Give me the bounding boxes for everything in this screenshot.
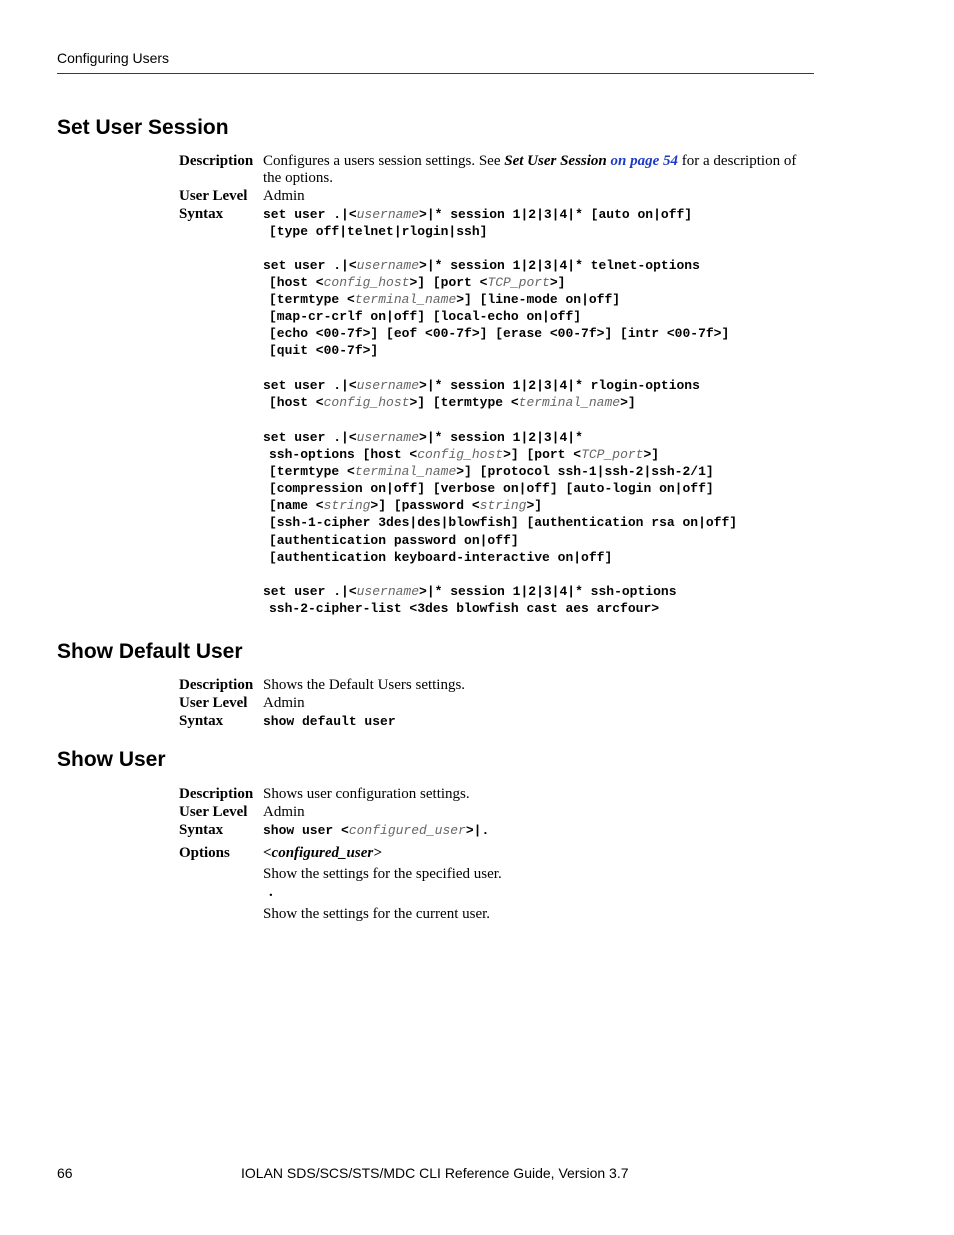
option-name: . [269, 884, 273, 900]
description-label: Description [179, 786, 254, 802]
user-level-value: Admin [263, 695, 305, 711]
page-number: 66 [57, 1165, 73, 1181]
syntax-block-ssh: set user .|<username>|* session 1|2|3|4|* ssh-options [host <config_host>] [port <TCP_port>] [termtype <terminal_name>] [protocol ssh-1|ssh-2|ssh-2/1] [compression on|off] [verbose on|off] [auto-login on|off] [name <string>] [password <string>] [ssh-1-cipher 3des|des|blowfish] [authentication rsa on|off] [authentication password on|off] [authentication keyboard-interactive on|off] [263, 430, 738, 565]
user-level-label: User Level [179, 804, 248, 820]
description-label: Description [179, 153, 254, 169]
user-level-value: Admin [263, 804, 305, 820]
description-text: Shows user configuration settings. [263, 786, 470, 802]
section-title-show-default-user: Show Default User [57, 640, 243, 663]
user-level-label: User Level [179, 188, 248, 204]
syntax-text: show default user [263, 714, 396, 729]
user-level-value: Admin [263, 188, 305, 204]
description-label: Description [179, 677, 254, 693]
section-title-show-user: Show User [57, 748, 166, 771]
syntax-label: Syntax [179, 713, 224, 729]
header-rule [57, 73, 814, 74]
syntax-label: Syntax [179, 206, 224, 222]
syntax-text: show user <configured_user>|. [263, 823, 490, 838]
footer-title: IOLAN SDS/SCS/STS/MDC CLI Reference Guide, Version 3.7 [241, 1165, 629, 1181]
page-link[interactable]: on page 54 [610, 153, 679, 169]
option-description: Show the settings for the specified user. [263, 866, 502, 882]
description-text: Configures a users session settings. See Set User Session on page 54 for a description of the options. [263, 153, 797, 186]
description-text: Shows the Default Users settings. [263, 677, 466, 693]
syntax-block-ssh2-cipher: set user .|<username>|* session 1|2|3|4|* ssh-options ssh-2-cipher-list <3des blowfish cast aes arcfour> [263, 584, 677, 617]
options-label: Options [179, 845, 230, 861]
cross-reference: Set User Session [504, 153, 607, 169]
syntax-block-rlogin: set user .|<username>|* session 1|2|3|4|* rlogin-options [host <config_host>] [termtype <terminal_name>] [263, 378, 700, 411]
running-header: Configuring Users [57, 50, 170, 66]
syntax-block-telnet: set user .|<username>|* session 1|2|3|4|* telnet-options [host <config_host>] [port <TCP_port>] [termtype <terminal_name>] [line-mode on|off] [map-cr-crlf on|off] [local-echo on|off] [echo <00-7f>] [eof <00-7f>] [erase <00-7f>] [intr <00-7f>] [quit <00-7f>] [263, 258, 730, 359]
section-title-set-user-session: Set User Session [57, 116, 229, 139]
option-name: <configured_user> [263, 845, 382, 861]
user-level-label: User Level [179, 695, 248, 711]
syntax-label: Syntax [179, 822, 224, 838]
syntax-block-auto: set user .|<username>|* session 1|2|3|4|* [auto on|off] [type off|telnet|rlogin|ssh] [263, 207, 693, 240]
option-description: Show the settings for the current user. [263, 906, 491, 922]
